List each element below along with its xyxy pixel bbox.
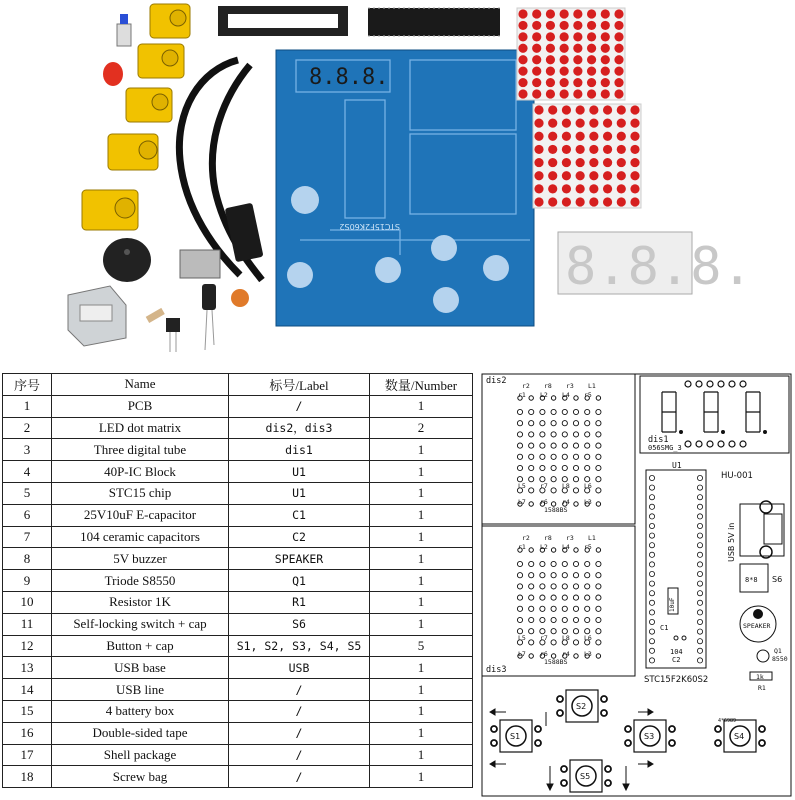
- svg-text:8.8.8.: 8.8.8.: [309, 65, 389, 90]
- cell-number: 1: [370, 570, 473, 592]
- cell-number: 1: [370, 504, 473, 526]
- table-row: [3, 700, 473, 722]
- silk-label: r4: [562, 650, 570, 658]
- cell-index: 4: [3, 461, 52, 483]
- cell-number: 1: [370, 722, 473, 744]
- cell-label: C2: [229, 526, 370, 548]
- q1-value: 8550: [772, 655, 788, 663]
- cell-number: 2: [370, 417, 473, 439]
- silk-label: r1: [518, 543, 526, 551]
- stc15-chip: [368, 8, 500, 36]
- transistor: [166, 318, 180, 332]
- pcb-layout-diagram: [478, 366, 795, 800]
- cell-label: U1: [229, 482, 370, 504]
- table-row: [3, 613, 473, 635]
- table-row: [3, 766, 473, 788]
- cell-label: /: [229, 679, 370, 701]
- silk-label: r3: [566, 534, 574, 542]
- cell-index: 12: [3, 635, 52, 657]
- table-row: [3, 744, 473, 766]
- silk-label: r8: [544, 534, 552, 542]
- cell-name: Screw bag: [52, 766, 229, 788]
- q1-label: Q1: [774, 647, 782, 655]
- cell-number: 1: [370, 482, 473, 504]
- silk-label: L5: [518, 482, 526, 490]
- silk-label: L7: [518, 650, 526, 658]
- cell-name: Three digital tube: [52, 439, 229, 461]
- r1-value: 1k: [756, 673, 764, 681]
- table-row: [3, 679, 473, 701]
- table-row: [3, 657, 473, 679]
- cell-number: 5: [370, 635, 473, 657]
- cell-name: 5V buzzer: [52, 548, 229, 570]
- cell-name: 25V10uF E-capacitor: [52, 504, 229, 526]
- cell-label: /: [229, 744, 370, 766]
- s6-mark: 8*8: [745, 576, 758, 584]
- cell-name: LED dot matrix: [52, 417, 229, 439]
- button-label: S5: [580, 772, 591, 781]
- r1-label: R1: [758, 684, 766, 692]
- c2-value: 104: [670, 648, 683, 656]
- cell-index: 16: [3, 722, 52, 744]
- cell-number: 1: [370, 613, 473, 635]
- board-name: HU-001: [721, 471, 753, 481]
- table-row: [3, 526, 473, 548]
- cell-label: /: [229, 700, 370, 722]
- s4-mark: 4*6989: [718, 718, 737, 724]
- dis2-label: dis2: [486, 376, 507, 386]
- silk-label: r4: [562, 498, 570, 506]
- silk-label: L5: [518, 634, 526, 642]
- speaker-label: SPEAKER: [743, 622, 771, 630]
- silk-label: r3: [566, 382, 574, 390]
- table-row: [3, 395, 473, 417]
- header-number: 数量/Number: [370, 374, 473, 396]
- electrolytic-capacitor: [202, 284, 216, 310]
- silk-label: r6: [540, 650, 548, 658]
- silk-label: L8: [562, 634, 570, 642]
- s6-label: S6: [772, 575, 783, 584]
- cell-index: 2: [3, 417, 52, 439]
- cell-name: Triode S8550: [52, 570, 229, 592]
- cell-label: R1: [229, 591, 370, 613]
- cell-index: 14: [3, 679, 52, 701]
- cell-label: S6: [229, 613, 370, 635]
- silk-label: 1588BS: [544, 658, 568, 666]
- cell-number: 1: [370, 679, 473, 701]
- silk-label: L2: [540, 391, 548, 399]
- cell-index: 7: [3, 526, 52, 548]
- cell-label: SPEAKER: [229, 548, 370, 570]
- table-row: [3, 722, 473, 744]
- cell-number: 1: [370, 657, 473, 679]
- cell-name: STC15 chip: [52, 482, 229, 504]
- silk-label: L4: [562, 391, 570, 399]
- cell-index: 5: [3, 482, 52, 504]
- cell-number: 1: [370, 766, 473, 788]
- cell-label: S1, S2, S3, S4, S5: [229, 635, 370, 657]
- cell-index: 15: [3, 700, 52, 722]
- buzzer: [103, 238, 151, 282]
- tactile-buttons: [82, 4, 190, 230]
- silk-label: L8: [562, 482, 570, 490]
- dis3-label: dis3: [486, 665, 507, 675]
- silk-label: L7: [518, 498, 526, 506]
- table-row: [3, 417, 473, 439]
- header-label: 标号/Label: [229, 374, 370, 396]
- silk-label: L1: [588, 382, 596, 390]
- led-dot-matrix-1: [517, 8, 625, 100]
- svg-text:8.8.8.: 8.8.8.: [565, 237, 753, 297]
- dis1-part: 056SMG_3: [648, 444, 682, 452]
- table-row: [3, 482, 473, 504]
- pcb-board-photo: [276, 50, 534, 326]
- cell-name: PCB: [52, 395, 229, 417]
- cell-label: U1: [229, 461, 370, 483]
- c1-value: 10uF: [669, 597, 676, 612]
- resistor: [146, 308, 165, 323]
- cell-name: 104 ceramic capacitors: [52, 526, 229, 548]
- cell-label: dis1: [229, 439, 370, 461]
- cell-number: 1: [370, 591, 473, 613]
- cell-label: Q1: [229, 570, 370, 592]
- cell-name: USB base: [52, 657, 229, 679]
- cell-number: 1: [370, 439, 473, 461]
- cell-name: Shell package: [52, 744, 229, 766]
- table-row: [3, 439, 473, 461]
- silk-label: L6: [584, 634, 592, 642]
- c1-label: C1: [660, 624, 669, 632]
- dis1-label: dis1: [648, 435, 669, 445]
- silk-label: r5: [584, 543, 592, 551]
- silk-label: r8: [544, 382, 552, 390]
- cell-index: 6: [3, 504, 52, 526]
- cell-label: C1: [229, 504, 370, 526]
- cell-name: Double-sided tape: [52, 722, 229, 744]
- cell-label: /: [229, 395, 370, 417]
- button-label: S4: [734, 732, 745, 741]
- chip-label: STC15F2K60S2: [644, 675, 709, 685]
- cell-number: 1: [370, 461, 473, 483]
- silk-label: L3: [584, 650, 592, 658]
- silk-label: L3: [584, 498, 592, 506]
- table-header-row: [3, 374, 473, 396]
- header-index: 序号: [3, 374, 52, 396]
- cell-name: 4 battery box: [52, 700, 229, 722]
- usb-cable: [179, 60, 263, 280]
- silk-label: r5: [584, 391, 592, 399]
- silk-label: L1: [588, 534, 596, 542]
- cell-number: 1: [370, 395, 473, 417]
- cell-name: USB line: [52, 679, 229, 701]
- table-row: [3, 461, 473, 483]
- cell-name: Self-locking switch + cap: [52, 613, 229, 635]
- silk-label: r2: [522, 534, 530, 542]
- silk-label: 1588BS: [544, 506, 568, 514]
- silk-label: r6: [540, 498, 548, 506]
- table-row: [3, 548, 473, 570]
- table-row: [3, 635, 473, 657]
- button-label: S2: [576, 702, 587, 711]
- silk-label: r2: [522, 382, 530, 390]
- button-label: S1: [510, 732, 521, 741]
- three-digit-tube: [558, 232, 753, 297]
- cell-index: 1: [3, 395, 52, 417]
- cell-number: 1: [370, 548, 473, 570]
- u1-label: U1: [672, 461, 682, 470]
- cell-label: USB: [229, 657, 370, 679]
- cell-index: 18: [3, 766, 52, 788]
- cell-name: 40P-IC Block: [52, 461, 229, 483]
- cell-name: Resistor 1K: [52, 591, 229, 613]
- c2-label: C2: [672, 656, 681, 664]
- silk-label: L2: [540, 543, 548, 551]
- led-dot-matrix-2: [533, 104, 641, 208]
- table-row: [3, 570, 473, 592]
- table-row: [3, 504, 473, 526]
- cell-index: 10: [3, 591, 52, 613]
- cell-label: dis2，dis3: [229, 417, 370, 439]
- cell-index: 9: [3, 570, 52, 592]
- cell-number: 1: [370, 700, 473, 722]
- silk-label: r7: [540, 634, 548, 642]
- red-button-cap: [103, 62, 123, 86]
- table-row: [3, 591, 473, 613]
- cell-label: /: [229, 766, 370, 788]
- cell-name: Button + cap: [52, 635, 229, 657]
- self-locking-switch: [117, 24, 131, 46]
- kit-components-photo: [0, 0, 795, 360]
- cell-index: 8: [3, 548, 52, 570]
- cell-index: 11: [3, 613, 52, 635]
- header-name: Name: [52, 374, 229, 396]
- bill-of-materials-table: [2, 373, 473, 788]
- svg-text:STC15F2K60S2: STC15F2K60S2: [339, 222, 400, 231]
- cell-number: 1: [370, 744, 473, 766]
- usb-label: USB 5V in: [727, 522, 736, 562]
- ceramic-capacitor: [231, 289, 249, 307]
- ic-socket: [218, 6, 348, 36]
- silk-label: r7: [540, 482, 548, 490]
- silk-label: r1: [518, 391, 526, 399]
- button-label: S3: [644, 732, 655, 741]
- cell-label: /: [229, 722, 370, 744]
- cell-index: 3: [3, 439, 52, 461]
- silk-label: L6: [584, 482, 592, 490]
- cell-number: 1: [370, 526, 473, 548]
- cell-index: 17: [3, 744, 52, 766]
- silk-label: L4: [562, 543, 570, 551]
- cell-index: 13: [3, 657, 52, 679]
